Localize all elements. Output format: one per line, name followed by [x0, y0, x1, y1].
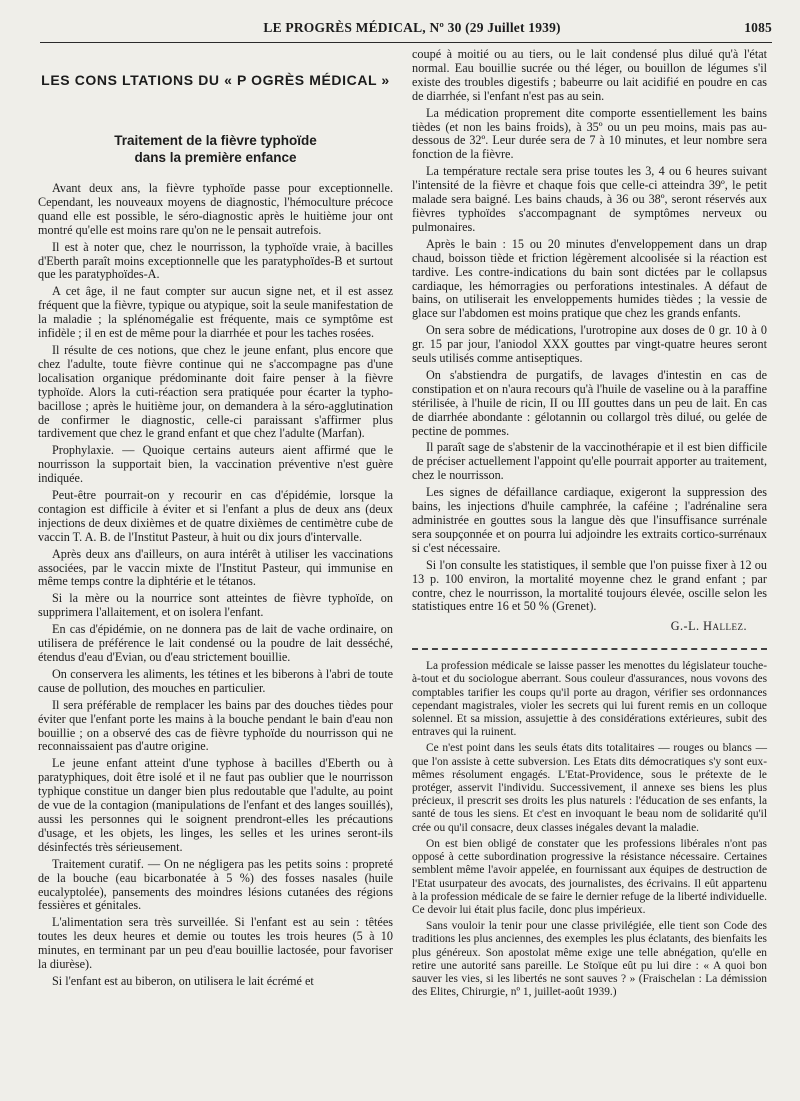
paragraph: On conservera les aliments, les tétines et les biberons à l'abri de toute cause de pollution, des mouches en particulier.	[38, 666, 393, 695]
paragraph: L'alimentation sera très surveillée. Si l'enfant est au sein : têtées toutes les deux heures et demie ou toutes les trois heures (5 à 10 minutes, en terminant par un peu d'eau bouillie lactosée, pour favoriser la diurèse).	[38, 915, 393, 972]
paragraph: Si l'on consulte les statistiques, il semble que l'on puisse fixer à 12 ou 13 p. 100 environ, la mortalité moyenne chez le grand enfant ; par contre, chez le nourrisson, la mortalité toujours élevée, oscille selon les statistiques entre 16 et 50 % (Grenet).	[412, 557, 767, 614]
paragraph: La température rectale sera prise toutes les 3, 4 ou 6 heures suivant l'intensité de la fièvre et chaque fois que celle-ci atteindra 39º, le petit malade sera baigné. Les bains chauds, à 36 ou 38º, seront réservés aux fièvres typhoïdes s'accompagnant de symptômes nerveux ou pulmonaires.	[412, 164, 767, 234]
paragraph: En cas d'épidémie, on ne donnera pas de lait de vache ordinaire, on utilisera de préférence le lait condensé ou la poudre de lait desséché, étendus d'eau d'Evian, ou d'eau strictement bouillie.	[38, 622, 393, 664]
paragraph: A cet âge, il ne faut compter sur aucun signe net, et il est assez fréquent que la fièvre, typique ou atypique, soit la seule manifestation de la maladie ; la splénomégalie est fréquente, mais ce symptôme est infidèle ; il en est de même pour la diarrhée et pour les taches rosées.	[38, 284, 394, 341]
paragraph: Si l'enfant est au biberon, on utilisera le lait écrémé et	[52, 973, 314, 988]
paragraph: Si la mère ou la nourrice sont atteintes de fièvre typhoïde, on supprimera l'allaitement, et on isolera l'enfant.	[38, 591, 393, 620]
paragraph: La médication proprement dite comporte essentiellement les bains tièdes (et non les bains froids), à 35º ou un peu moins, mais pas au-dessous de 32º. Leur durée sera de 7 à 10 minutes, et leur nombre sera fonction de la fièvre.	[412, 105, 767, 162]
paragraph: Il paraît sage de s'abstenir de la vaccinothérapie et il est bien difficile de préciser actuellement l'appoint qu'elle pourrait apporter au traitement, chez le nourrisson.	[412, 440, 767, 483]
banner-spacer	[38, 48, 393, 72]
paragraph: Il résulte de ces notions, que chez le jeune enfant, plus encore que chez l'adulte, toute fièvre continue qui ne s'accompagne pas d'une localisation organique prédominante doit faire penser à la fièvre typhoïde. Alors la cuti-réaction sera pratiquée pour écarter la typho-bacillose ; après le huitième jour, on demandera à la séro-agglutination de confirmer le diagnostic, celle-ci paraissant s'affirmer plus tardivement que chez le grand enfant et que chez l'adulte (Marfan).	[38, 342, 393, 441]
article-title	[38, 132, 393, 166]
header-rule	[40, 42, 772, 43]
journal-title: LE PROGRÈS MÉDICAL, Nº 30 (29 Juillet 1939)	[263, 20, 561, 35]
paragraph: Prophylaxie. — Quoique certains auteurs aient affirmé que le nourrisson la supportait bien, la vaccination préventive n'est guère indiquée.	[38, 443, 393, 486]
article-title-line-2: dans la première enfance	[134, 150, 297, 165]
paragraph: Ce n'est point dans les seuls états dits totalitaires — rouges ou blancs — que l'on assiste à cette subversion. Les Etats dits démocratiques s'y sont eux-mêmes résolument engagés. L'Etat-Providence, sous le prétexte de le protéger, asservit l'individu. Successivement, il annexe ses biens les plus précieux, il prescrit ses droits les plus naturels : l'éducation de ses enfants, la santé de tous les siens. Et c'est en invoquant le beau nom de solidarité qu'il crée ou qu'il consacre, deux classes inégales devant la maladie.	[412, 742, 767, 834]
paragraph: On est bien obligé de constater que les professions libérales n'ont pas opposé à cette subordination progressive la résistance nécessaire. Certaines semblent même l'avoir appelée, en fournissant aux équipes de destruction de l'Etat usurpateur des avocats, des journalistes, des écrivains. Il eût appartenu à la profession médicale de se faire le dernier refuge de la liberté individuelle. Ce devoir lui était plus facile, donc plus impérieux.	[412, 837, 767, 916]
paragraph: On sera sobre de médications, l'urotropine aux doses de 0 gr. 10 à 0 gr. 15 par jour, l'aniodol XXX gouttes par vingt-quatre heures seront seuls utilisés comme antiseptiques.	[412, 323, 767, 366]
paragraph: Il est à noter que, chez le nourrisson, la typhoïde vraie, à bacilles d'Eberth paraît moins exceptionnelle que les paratyphoïdes-B et surtout que les paratyphoïdes-A.	[38, 239, 393, 282]
second-article	[412, 660, 767, 999]
author-signature: G.-L. Hallez.	[670, 619, 747, 634]
paragraph: Après le bain : 15 ou 20 minutes d'enveloppement dans un drap chaud, boisson tiède et friction légèrement alcoolisée si la réaction est tardive. Les contre-indications du bain sont dictées par le collapsus cardiaque, les hémorragies ou perforations intestinales. A défaut de bains, on utiliserait les enveloppements humides tièdes ; la vessie de glace sur l'abdomen est moins pratique que chez les grands enfants.	[412, 236, 767, 321]
paragraph: Il sera préférable de remplacer les bains par des douches tièdes pour éviter que l'enfant porte les mains à la bouche pendant le bain d'eau non bouillie ; on a observé des cas de fièvre typhoïde du nourrisson qui ne reconnaissaient pas d'autre origine.	[38, 697, 393, 754]
paragraph: On s'abstiendra de purgatifs, de lavages d'intestin en cas de constipation et on n'aura recours qu'à l'huile de vaseline ou à la paraffine stérilisée, à l'huile de ricin, II ou III gouttes dans un peu de lait. En cas de diarrhée abondante : gélotannin ou collargol très dilué, ou gelée de pectine de pommes.	[412, 367, 767, 438]
section-separator	[412, 648, 767, 650]
paragraph: La profession médicale se laisse passer les menottes du législateur touche-à-tout et du sociologue aberrant. Sous couleur d'assurances, nous vovons des comptables tarifier les coups qu'il porte au dragon, vérifier ses ordonnances cependant magistrales, violer les secrets qui lui furent remis en un colloque solennel. Et sa mission, assujettie à des considérations extérieures, subit des entraves qui la ruinent.	[412, 660, 767, 739]
paragraph: Traitement curatif. — On ne négligera pas les petits soins : propreté de la bouche (eau bicarbonatée à 5 %) des fosses nasales (huile eucalyptolée), pansements des moindres lésions cutanées des régions fessières et génitales.	[38, 856, 393, 913]
section-banner: LES CONS LTATIONS DU « P OGRÈS MÉDICAL »	[41, 72, 390, 88]
right-column	[412, 48, 767, 1002]
article-title-line-1: Traitement de la fièvre typhoïde	[114, 133, 317, 148]
paragraph: Sans vouloir la tenir pour une classe privilégiée, elle tient son Code des traditions les plus anciennes, des exemples les plus éclatants, des bienfaits les plus généreux. Son apostolat même exige une telle abnégation, qu'elle en retire une autorité sans pareille. Le Stoïque eût pu lui dire : « A quoi bon sauver les vies, si les libertés ne sont sauves ? » (Fraischelan : La démission des Elites, Chirurgie, nº 1, juillet-août 1939.)	[412, 920, 767, 999]
paragraph: Peut-être pourrait-on y recourir en cas d'épidémie, lorsque la contagion est difficile à éviter et si l'enfant a plus de deux ans (deux injections de deux dixièmes et de quatre dixièmes de centimètre cube de vaccin T. A. B. de l'Institut Pasteur, à huit ou dix jours d'intervalle.	[38, 488, 393, 544]
paragraph: Avant deux ans, la fièvre typhoïde passe pour exceptionnelle. Cependant, les nouveaux moyens de diagnostic, l'hémoculture précoce quand elle est possible, le séro-diagnostic après le huitième jour ont montré qu'elle est moins rare qu'on ne le pensait autrefois.	[38, 181, 393, 237]
page-number: 1085	[744, 20, 772, 35]
running-header	[40, 20, 772, 36]
paragraph: Le jeune enfant atteint d'une typhose à bacilles d'Eberth ou à paratyphiques, doit être isolé et il ne faut pas oublier que le nourrisson typhique constitue un danger bien plus redoutable que l'adulte, au point de vue de la contagion (manipulations de l'enfant et des langes souillés), aussi les personnes qui le soignent prendront-elles les précautions d'usage, et les objets, les linges, les selles et les urines seront-ils désinfectés très sérieusement.	[38, 756, 393, 854]
paragraph: Les signes de défaillance cardiaque, exigeront la suppression des bains, les injections d'huile camphrée, la caféine ; l'adrénaline sera administrée en gouttes sous la langue dès que l'insuffisance surrénale sera soupçonnée et on pourra lui adjoindre les extraits cortico-surrénaux si c'est nécessaire.	[412, 485, 767, 555]
left-column	[38, 48, 393, 992]
paragraph: Après deux ans d'ailleurs, on aura intérêt à utiliser les vaccinations associées, par le vaccin mixte de l'Institut Pasteur, qui immunise en même temps contre la diphtérie et le tétanos.	[38, 546, 393, 589]
paragraph-continued: coupé à moitié ou au tiers, ou le lait condensé plus dilué qu'à l'état normal. Eau bouillie sucrée ou thé léger, ou bouillon de légumes s'il existe des troubles digestifs ; babeurre ou lait acidifié en poudre en cas de diarrhée, si l'enfant n'est pas au sein.	[412, 47, 767, 103]
